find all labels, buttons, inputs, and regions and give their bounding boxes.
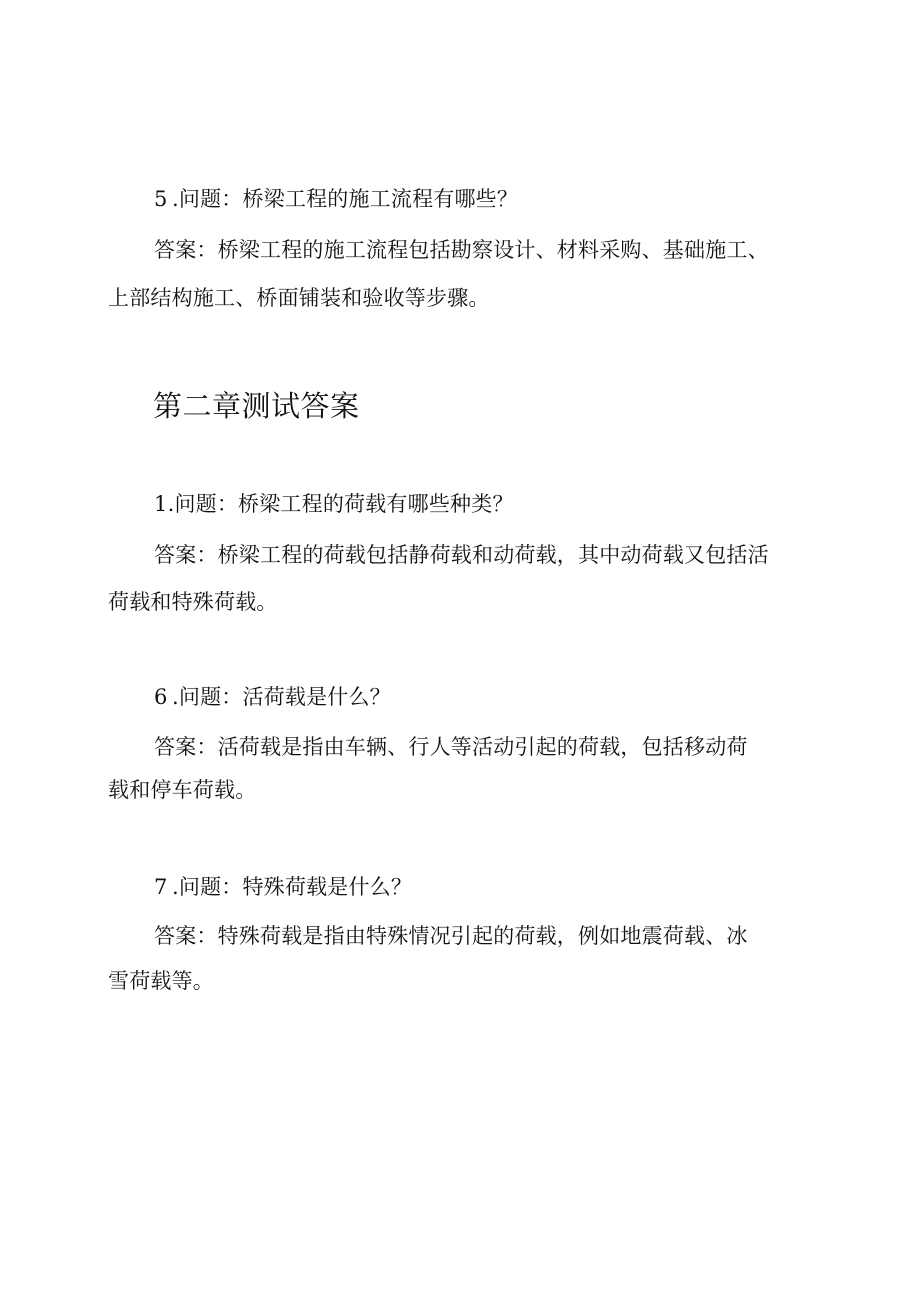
chapter-heading: 第二章测试答案 [153,389,360,423]
question-number: 1 [154,492,168,516]
question-text: .问题：特殊荷载是什么？ [172,875,413,899]
question-6 [154,683,391,711]
answer-7-line-2: 雪荷载等。 [108,969,214,993]
answer-7-line-1: 答案：特殊荷载是指由特殊情况引起的荷载，例如地震荷载、冰 [154,924,748,948]
question-text: .问题：活荷载是什么？ [172,685,391,709]
question-1 [154,490,514,518]
question-7 [154,873,412,901]
answer-1-line-2: 荷载和特殊荷载。 [108,590,278,614]
answer-6-line-1: 答案：活荷载是指由车辆、行人等活动引起的荷载，包括移动荷 [154,735,748,759]
question-5 [154,185,518,213]
answer-6-line-2: 载和停车荷载。 [108,778,257,802]
question-text: .问题：桥梁工程的荷载有哪些种类？ [167,492,514,516]
question-number: 5 [154,187,168,211]
answer-5-line-2: 上部结构施工、桥面铺装和验收等步骤。 [108,286,490,310]
answer-5-line-1: 答案：桥梁工程的施工流程包括勘察设计、材料采购、基础施工、 [154,238,769,262]
question-number: 7 [154,875,168,899]
question-number: 6 [154,685,168,709]
question-text: .问题：桥梁工程的施工流程有哪些？ [172,187,519,211]
answer-1-line-1: 答案：桥梁工程的荷载包括静荷载和动荷载，其中动荷载又包括活 [154,543,769,567]
